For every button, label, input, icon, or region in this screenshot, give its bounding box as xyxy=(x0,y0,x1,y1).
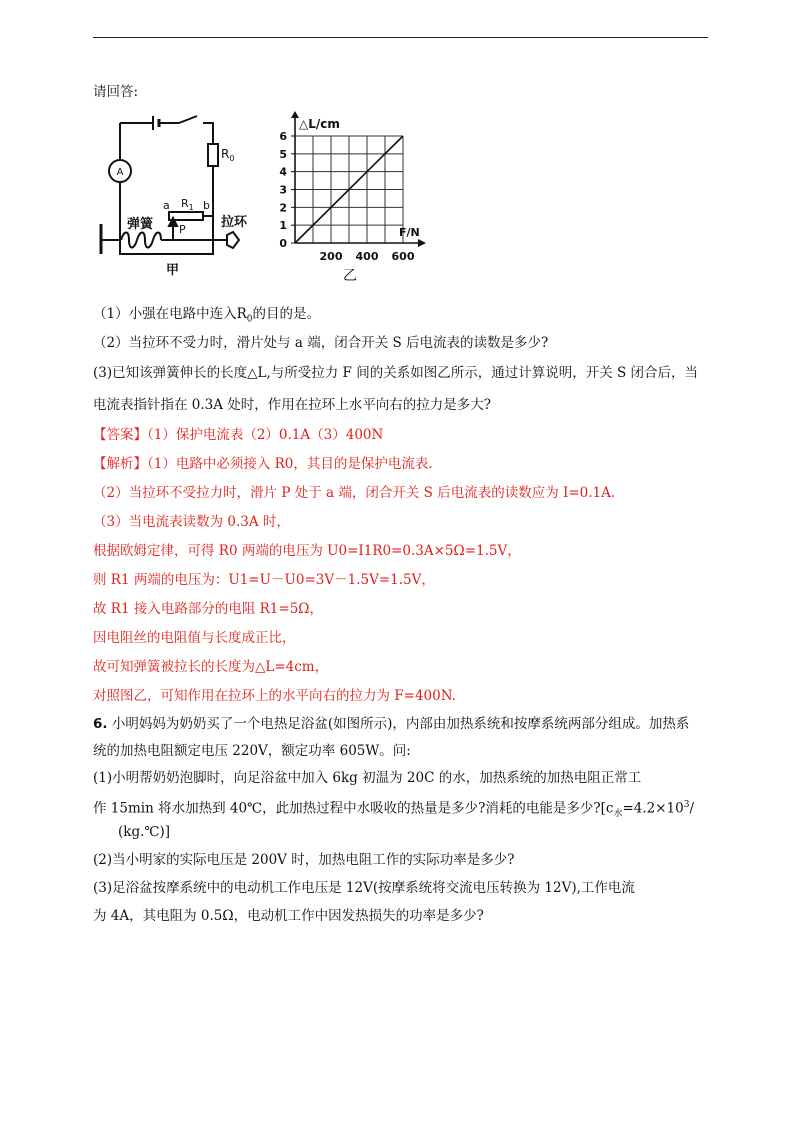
analysis-tag: 【解析】 xyxy=(93,456,147,472)
analysis-line-3: （3）当电流表读数为 0.3A 时， xyxy=(93,514,290,530)
analysis-line-6: 故 R1 接入电路部分的电阻 R1=5Ω， xyxy=(93,601,323,617)
y-tick-label: 0 xyxy=(279,237,287,250)
r0-resistor xyxy=(208,144,218,166)
header-rule xyxy=(93,37,708,38)
x-tick-label: 600 xyxy=(391,250,415,263)
r0-label: $R_0$ xyxy=(221,147,235,163)
spring-label: 弹簧 xyxy=(127,217,154,232)
problem-6-number: 6. xyxy=(93,716,108,732)
problem-6-line-3: (1)小明帮奶奶泡脚时，向足浴盆中加入 6kg 初温为 20C 的水，加热系统的加热电阻正常工 xyxy=(93,770,642,786)
problem-6-line-8: 为 4A，其电阻为 0.5Ω，电动机工作中因发热损失的功率是多少? xyxy=(93,908,484,924)
problem-6-line-1: 6. 小明妈妈为奶奶买了一个电热足浴盆(如图所示)，内部由加热系统和按摩系统两部分组成。加热系 xyxy=(93,716,690,732)
analysis-line-2: （2）当拉环不受拉力时，滑片 P 处于 a 端，闭合开关 S 后电流表的读数应为 I=0.1A. xyxy=(93,485,616,501)
switch-blade xyxy=(179,116,197,123)
y-tick-label: 4 xyxy=(279,165,287,179)
pull-ring xyxy=(227,232,239,248)
figure-b-caption: 乙 xyxy=(343,268,357,282)
problem-6-line-6: (2)当小明家的实际电压是 200V 时，加热电阻工作的实际功率是多少? xyxy=(93,852,515,868)
x-tick-labels xyxy=(320,250,415,263)
analysis-line-7: 因电阻丝的电阻值与长度成正比， xyxy=(93,630,296,646)
intro-text: 请回答: xyxy=(93,84,139,100)
question-2: （2）当拉环不受力时，滑片处与 a 端，闭合开关 S 后电流表的读数是多少? xyxy=(93,335,549,351)
analysis-line-9: 对照图乙，可知作用在拉环上的水平向右的拉力为 F=400N. xyxy=(93,688,456,704)
y-tick-labels xyxy=(279,130,295,250)
question-1: （1）小强在电路中连入$R_0$的目的是。 xyxy=(93,306,320,325)
figure-a-caption: 甲 xyxy=(166,263,180,278)
y-tick-label: 1 xyxy=(279,219,287,233)
y-tick-label: 3 xyxy=(279,183,287,197)
analysis-line-1: 【解析】（1）电路中必须接入 R0，其目的是保护电流表. xyxy=(93,456,433,472)
circuit-diagram xyxy=(93,108,263,280)
force-extension-chart xyxy=(275,110,445,282)
r1-label: $R_1$ xyxy=(181,197,194,212)
problem-6-line-2: 统的加热电阻额定电压 220V，额定功率 605W。问: xyxy=(93,743,411,759)
a-label: a xyxy=(163,199,170,212)
analysis-line-8: 故可知弹簧被拉长的长度为△L=4cm， xyxy=(93,659,329,675)
x-axis-label: F/N xyxy=(399,226,420,239)
question-3-line-1: (3)已知该弹簧伸长的长度△L,与所受拉力 F 间的关系如图乙所示，通过计算说明，开关 S 闭合后，当 xyxy=(93,365,699,381)
analysis-line-5: 则 R1 两端的电压为：U1=U－U0=3V－1.5V=1.5V， xyxy=(93,572,435,588)
x-tick-label: 200 xyxy=(319,250,343,263)
p-label: P xyxy=(179,223,186,236)
ammeter-label: A xyxy=(116,167,124,178)
y-axis-label: △L/cm xyxy=(299,117,340,131)
problem-6-line-5: (kg.℃)] xyxy=(118,824,171,840)
answer: 【答案】（1）保护电流表（2）0.1A（3）400N xyxy=(93,427,384,443)
b-label: b xyxy=(203,199,210,212)
problem-6-line-7: (3)足浴盆按摩系统中的电动机工作电压是 12V(按摩系统将交流电压转换为 12V),工作电流 xyxy=(93,880,635,896)
spring-coil xyxy=(121,233,161,248)
analysis-line-4: 根据欧姆定律，可得 R0 两端的电压为 U0=I1R0=0.3A×5Ω=1.5V， xyxy=(93,543,521,559)
ring-label: 拉环 xyxy=(221,215,248,230)
y-tick-label: 6 xyxy=(279,130,287,143)
y-tick-label: 2 xyxy=(279,201,287,215)
question-3-line-2: 电流表指针指在 0.3A 处时，作用在拉环上水平向右的拉力是多大? xyxy=(93,397,492,413)
y-tick-label: 5 xyxy=(279,147,287,161)
problem-6-line-4: 作 15min 将水加热到 40℃，此加热过程中水吸收的热量是多少?消耗的电能是多少$?[c_水=4.2\times 10^3/$ xyxy=(93,800,695,820)
x-tick-label: 400 xyxy=(355,250,379,263)
answer-tag: 【答案】 xyxy=(93,427,147,443)
